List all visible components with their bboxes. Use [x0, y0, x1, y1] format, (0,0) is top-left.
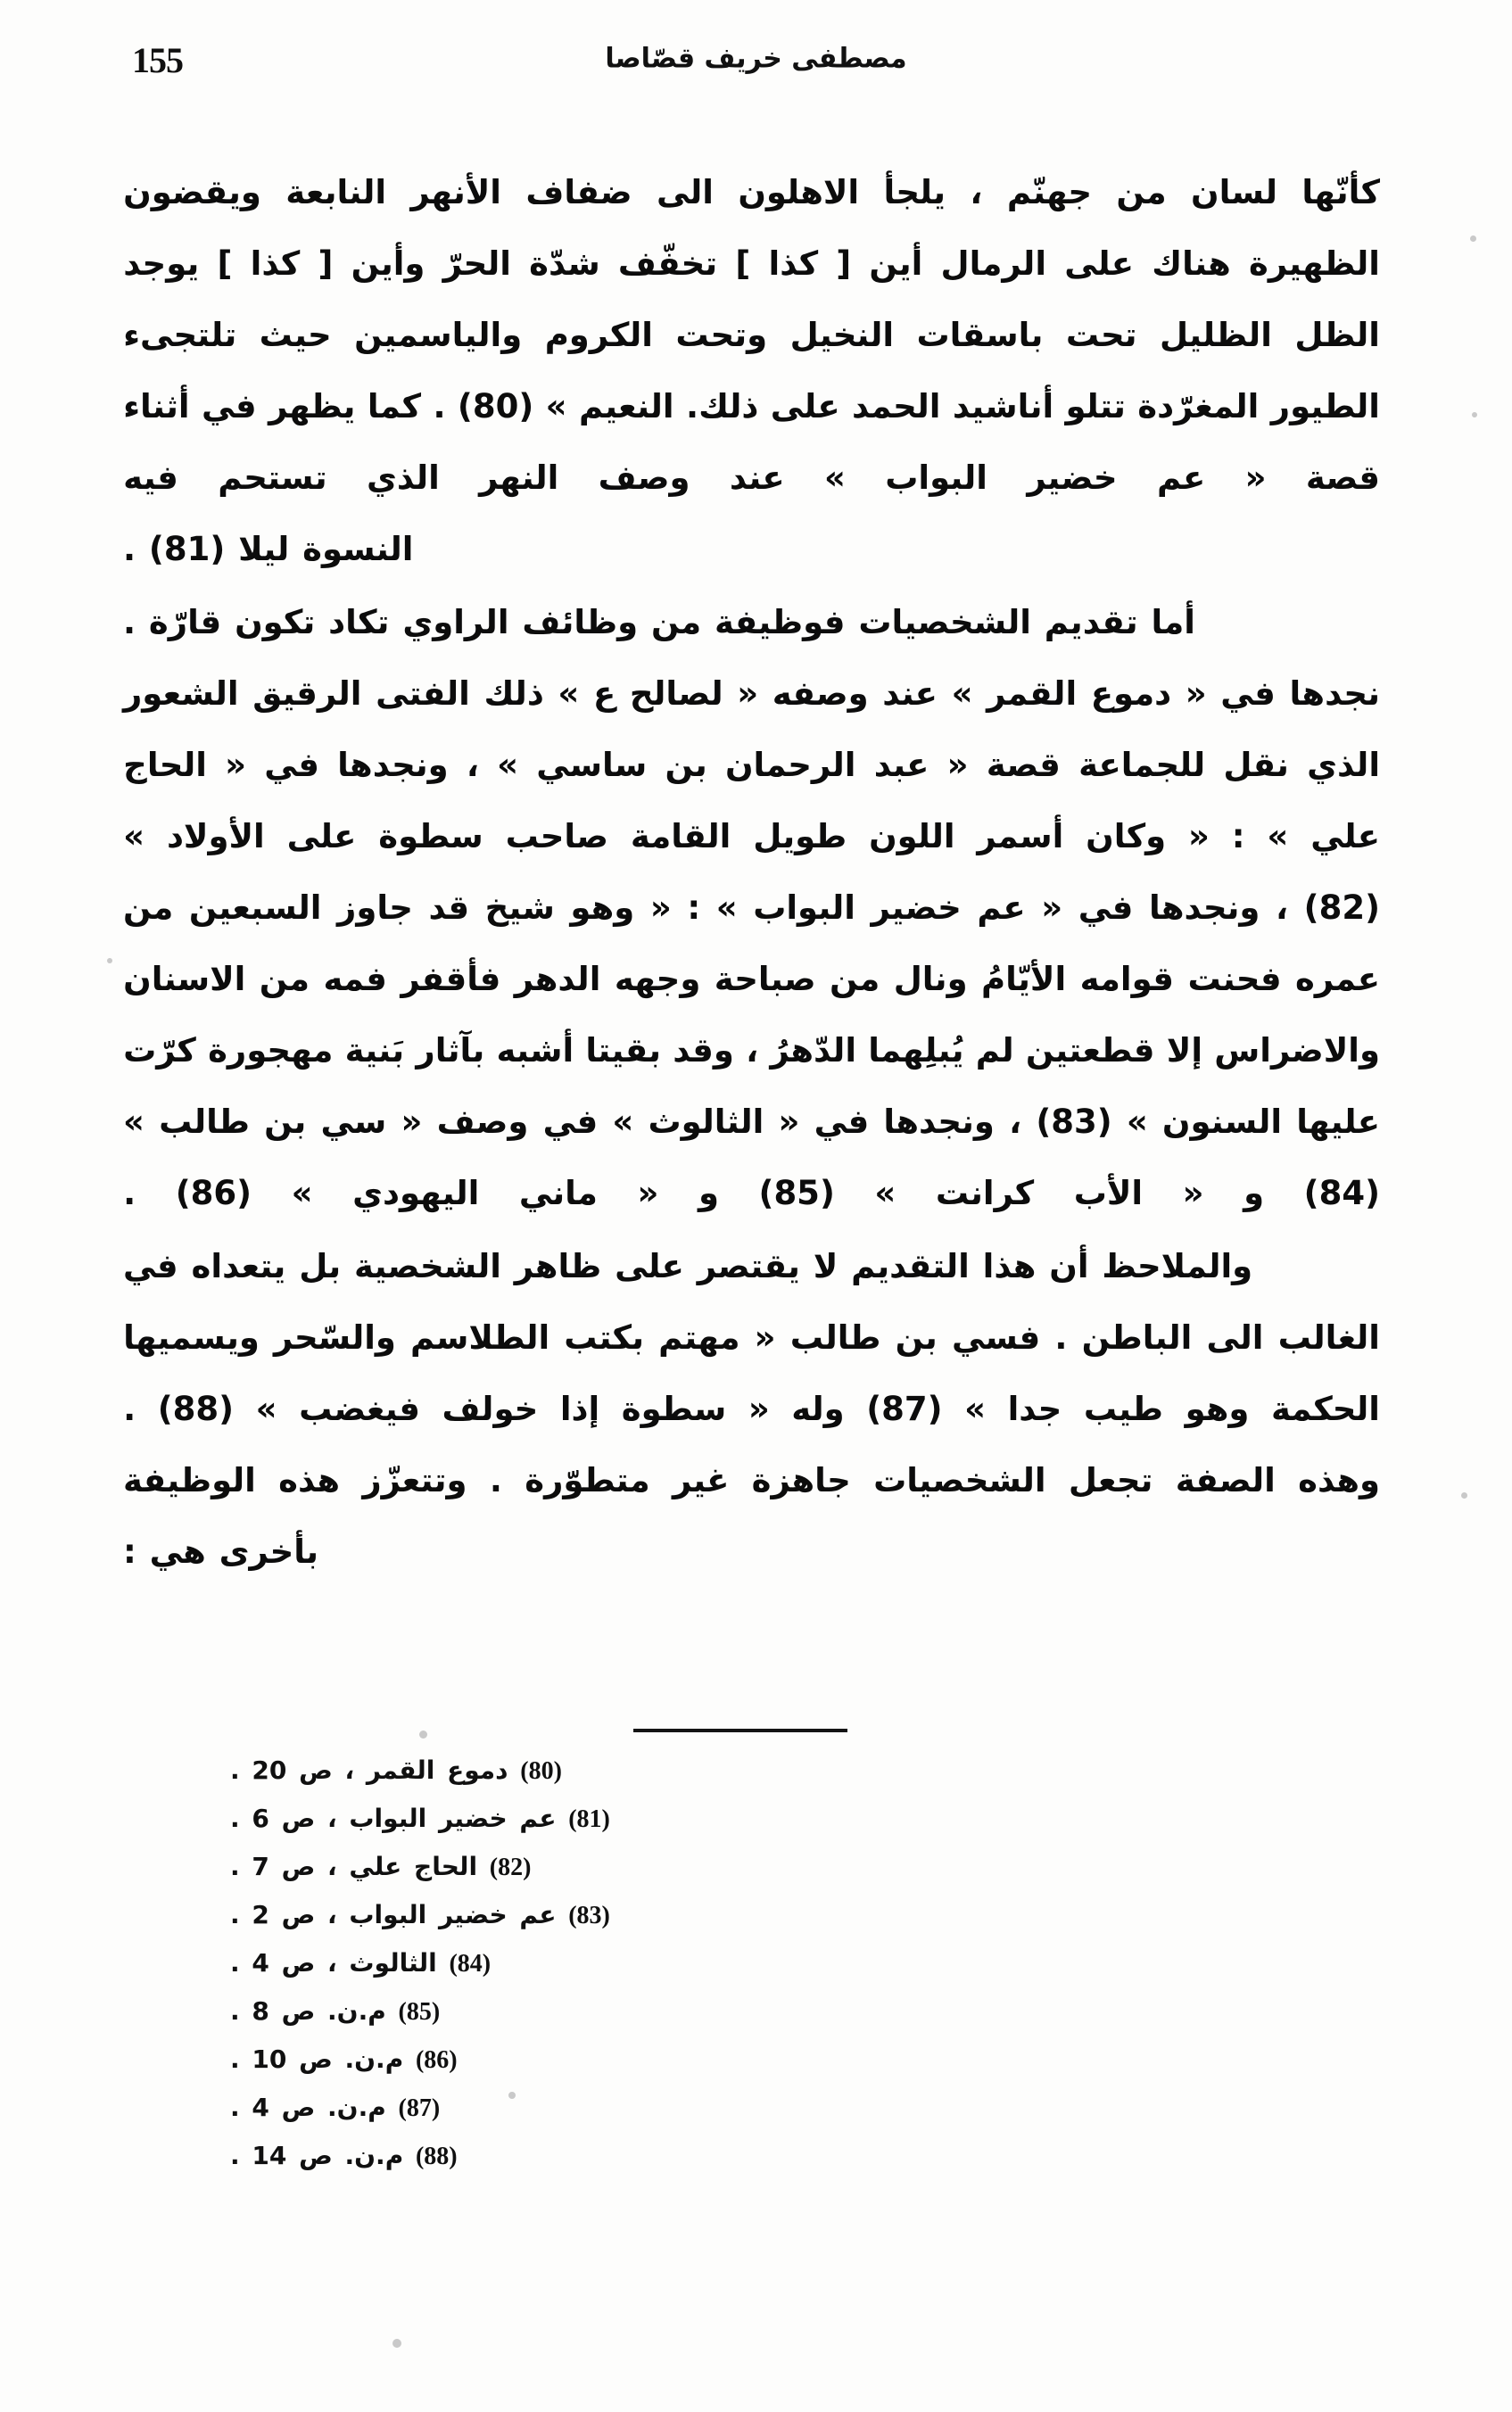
- paragraph-2: [123, 587, 1380, 1229]
- text-line: (84) و « الأب كرانت » (85) و « ماني اليهودي » (86) .: [123, 1174, 1380, 1212]
- running-head-title: مصطفى خريف قصّاصا: [605, 41, 907, 75]
- footnote-item: [123, 2036, 1380, 2084]
- footnote-item: [123, 1795, 1380, 1843]
- text-line: الحكمة وهو طيب جدا » (87) وله « سطوة إذا خولف فيغضب » (88) .: [123, 1390, 1380, 1428]
- text-line: كأنّها لسان من جهنّم ، يلجأ الاهلون الى ضفاف الأنهر النابعة ويقضون: [123, 173, 1380, 211]
- footnote-item: [123, 1987, 1380, 2036]
- scan-speck: [1461, 1492, 1467, 1499]
- scan-speck: [419, 1731, 427, 1739]
- text-line: أما تقديم الشخصيات فوظيفة من وظائف الراوي تكاد تكون قارّة .: [123, 603, 1195, 641]
- footnote-text: م.ن. ص 14 .: [230, 2141, 404, 2170]
- footnote-number: (83): [568, 1902, 610, 1929]
- footnote-number: (85): [398, 1998, 441, 2026]
- text-line: عليها السنون » (83) ، ونجدها في « الثالوث » في وصف « سي بن طالب »: [123, 1103, 1380, 1141]
- scan-speck: [107, 958, 112, 963]
- text-line: نجدها في « دموع القمر » عند وصفه « لصالح ع » ذلك الفتى الرقيق الشعور: [123, 674, 1380, 713]
- footnote-number: (80): [520, 1757, 562, 1785]
- footnote-text: الثالوث ، ص 4 .: [230, 1948, 437, 1978]
- paragraph-3: [123, 1231, 1380, 1588]
- footnote-item: [123, 1939, 1380, 1987]
- body-text: [123, 157, 1380, 1588]
- footnote-text: عم خضير البواب ، ص 2 .: [230, 1900, 557, 1929]
- footnote-list: [123, 1747, 1380, 2180]
- footnote-text: عم خضير البواب ، ص 6 .: [230, 1804, 557, 1833]
- text-line: وهذه الصفة تجعل الشخصيات جاهزة غير متطوّرة . وتتعزّز هذه الوظيفة: [123, 1461, 1380, 1499]
- footnote-item: [123, 1747, 1380, 1795]
- footnote-item: [123, 1891, 1380, 1939]
- footnote-number: (87): [398, 2094, 441, 2122]
- text-line: والملاحظ أن هذا التقديم لا يقتصر على ظاهر الشخصية بل يتعداه في: [123, 1247, 1253, 1285]
- scan-speck: [392, 2339, 401, 2348]
- footnote-text: م.ن. ص 8 .: [230, 1996, 386, 2026]
- footnote-number: (82): [489, 1854, 532, 1881]
- footnote-item: [123, 2132, 1380, 2180]
- scan-speck: [1472, 412, 1477, 417]
- page-number: 155: [132, 40, 183, 80]
- footnote-number: (86): [415, 2046, 458, 2074]
- running-head: [0, 34, 1512, 82]
- paragraph-1: [123, 157, 1380, 585]
- footnote-item: [123, 1843, 1380, 1891]
- footnote-item: [123, 2084, 1380, 2132]
- text-line: (82) ، ونجدها في « عم خضير البواب » : « وهو شيخ قد جاوز السبعين من: [123, 888, 1380, 927]
- scan-speck: [1470, 235, 1476, 242]
- footnote-text: دموع القمر ، ص 20 .: [230, 1755, 508, 1785]
- text-line: الذي نقل للجماعة قصة « عبد الرحمان بن ساسي » ، ونجدها في « الحاج: [123, 746, 1380, 784]
- text-line: قصة « عم خضير البواب » عند وصف النهر الذي تستحم فيه: [123, 458, 1380, 497]
- footnote-text: الحاج علي ، ص 7 .: [230, 1852, 478, 1881]
- text-line: علي » : « وكان أسمر اللون طويل القامة صاحب سطوة على الأولاد »: [123, 817, 1380, 855]
- text-line: عمره فحنت قوامه الأيّامُ ونال من صباحة وجهه الدهر فأقفر فمه من الاسنان: [123, 960, 1380, 998]
- text-line: بأخرى هي :: [123, 1532, 319, 1571]
- text-line: الظهيرة هناك على الرمال أين [ كذا ] تخفّف شدّة الحرّ وأين [ كذا ] يوجد: [123, 244, 1380, 283]
- footnote-text: م.ن. ص 10 .: [230, 2044, 404, 2074]
- text-line: الظل الظليل تحت باسقات النخيل وتحت الكروم والياسمين حيث تلتجىء: [123, 316, 1380, 354]
- footnote-number: (81): [568, 1805, 610, 1833]
- footnote-number: (88): [415, 2143, 458, 2170]
- text-line: الغالب الى الباطن . فسي بن طالب « مهتم بكتب الطلاسم والسّحر ويسميها: [123, 1318, 1380, 1357]
- footnote-number: (84): [449, 1950, 492, 1978]
- text-line: والاضراس إلا قطعتين لم يُبلِهما الدّهرُ ، وقد بقيتا أشبه بآثار بَنية مهجورة كرّت: [123, 1031, 1380, 1070]
- text-line: النسوة ليلا (81) .: [123, 530, 414, 568]
- footnote-rule: [633, 1729, 847, 1732]
- text-line: الطيور المغرّدة تتلو أناشيد الحمد على ذلك. النعيم » (80) . كما يظهر في أثناء: [123, 387, 1380, 425]
- footnote-text: م.ن. ص 4 .: [230, 2093, 386, 2122]
